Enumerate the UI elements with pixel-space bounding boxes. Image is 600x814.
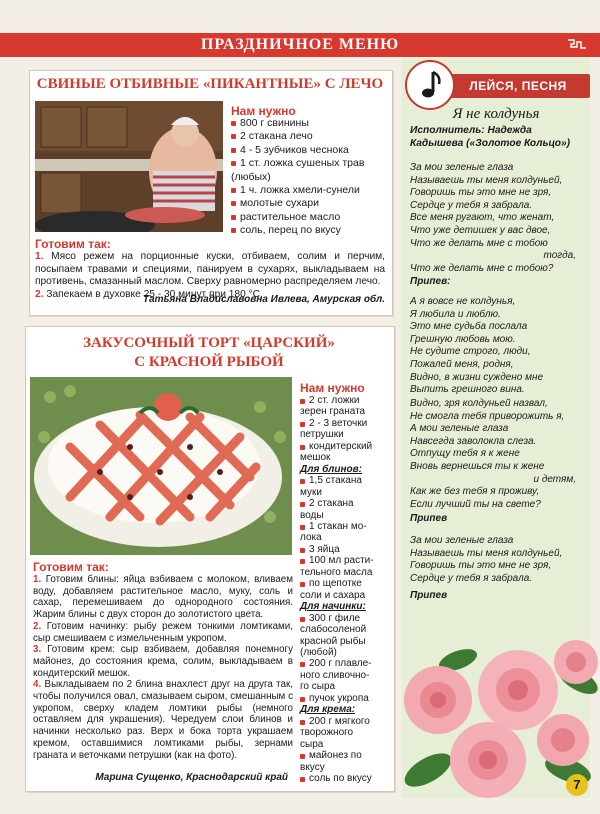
chorus-label: Припев: <box>410 276 451 287</box>
bullet-icon <box>231 228 236 233</box>
list-item: 1 ч. ложка хмели-сунели <box>231 184 386 197</box>
step: 2. Готовим начинку: рыбу режем тонкими ломтиками, сыр смешиваем с измельченным укропом. <box>33 620 293 644</box>
bullet-icon <box>300 399 305 404</box>
bullet-icon <box>300 525 305 530</box>
list-item: ного сливочно- <box>300 669 370 681</box>
list-item: зерен граната <box>300 406 366 418</box>
song-performer: Исполнитель: Надежда Кадышева («Золотое Кольцо») <box>410 125 571 149</box>
lyrics-verse-2: Видно, зря колдуньей назвал, Не смогла тебя приворожить я, А мои зеленые глаза Навсегда заволокла слеза. Отпущу тебя я к жене Вновь вернешься ты к жене и детям, Как же без тебя я проживу, Если лучший ты на свете? <box>410 398 576 510</box>
list-item: вкусу <box>300 761 325 773</box>
ingredients-list <box>231 117 386 238</box>
steps-heading: Готовим так: <box>33 560 109 574</box>
ornament-icon <box>566 38 588 52</box>
sidebar-title: ЛЕЙСЯ, ПЕСНЯ <box>469 79 567 93</box>
bullet-icon <box>231 215 236 220</box>
bullet-icon <box>300 720 305 725</box>
list-item: 2 стакана лечо <box>231 130 386 143</box>
bullet-icon <box>300 479 305 484</box>
list-item: петрушки <box>300 429 344 441</box>
step: 4. Выкладываем по 2 блина внахлест друг на друга так, чтобы получился овал, смазываем сыром, смешанным с укропом, сверху кладем ломтики рыбы (немного оставляем для украшения). Чередуем слои блинов и начинки несколько раз. Верх и бока торта украшаем кремом, оставшимися ломтиками рыбы, зернами граната и веточками петрушки (как на фото). <box>33 679 293 761</box>
bullet-icon <box>300 422 305 427</box>
bullet-icon <box>300 754 305 759</box>
list-item: 3 яйца <box>300 544 392 555</box>
bullet-icon <box>300 777 305 782</box>
list-subheading: Для блинов: <box>300 463 363 475</box>
recipe-title-fish-cake-line2: С КРАСНОЙ РЫБОЙ <box>134 354 284 370</box>
list-item: соль по вкусу <box>300 773 392 784</box>
list-item: тельного масла <box>300 566 373 578</box>
steps-heading: Готовим так: <box>35 237 111 251</box>
step: 1. Мясо режем на порционные куски, отбиваем, солим и перчим, посыпаем травами и специями, панируем в сухарях, выкладываем на противень, смазанный маслом. Сверху равномерно распределяем лечо. <box>35 251 385 288</box>
bullet-icon <box>231 188 236 193</box>
list-item: воды <box>300 509 324 521</box>
list-item: майонез по <box>300 750 392 761</box>
step: 3. Готовим крем: сыр взбиваем, добавляя понемногу майонез, до состояния крема, солим, выкладываем в кондитерский мешок. <box>33 644 293 679</box>
bullet-icon <box>300 697 305 702</box>
cake-photo <box>30 377 292 555</box>
bullet-icon <box>300 559 305 564</box>
list-item: по щепотке <box>300 578 392 589</box>
list-item: красной рыбы <box>300 635 366 647</box>
list-item: лока <box>300 532 322 544</box>
lyrics-verse-3: За мои зеленые глаза Называешь ты меня колдуньей, Говоришь ты это мне не зря, Сердце у тебя я забрала. <box>410 535 563 584</box>
list-item: молотые сухари <box>231 197 386 210</box>
song-title: Я не колдунья <box>452 106 540 122</box>
page-number: 7 <box>566 774 588 796</box>
list-item: пучок укропа <box>300 693 392 704</box>
list-item: 1,5 стакана <box>300 475 392 486</box>
ingredients-list <box>300 395 392 784</box>
list-subheading: Для начинки: <box>300 601 366 613</box>
bullet-icon <box>231 134 236 139</box>
list-item: 2 стакана <box>300 498 392 509</box>
recipe-author: Марина Сущенко, Краснодарский край <box>95 772 288 783</box>
list-item: 100 мл расти- <box>300 555 392 566</box>
recipe-steps <box>33 574 293 761</box>
refrain-label: Припев <box>410 590 448 601</box>
list-item: 300 г филе <box>300 613 392 624</box>
list-item: (любой) <box>300 646 337 658</box>
bullet-icon <box>300 445 305 450</box>
recipe-author: Татьяна Владиславовна Ивлева, Амурская обл. <box>142 294 385 305</box>
list-item: 1 ст. ложка сушеных трав <box>231 157 386 170</box>
refrain-label: Припев <box>410 513 448 524</box>
recipe-title-fish-cake-line1: ЗАКУСОЧНЫЙ ТОРТ «ЦАРСКИЙ» <box>83 335 335 351</box>
list-item: го сыра <box>300 681 336 693</box>
bullet-icon <box>300 662 305 667</box>
bullet-icon <box>300 617 305 622</box>
ingredients-heading: Нам нужно <box>231 104 296 118</box>
list-item: растительное масло <box>231 211 386 224</box>
list-item: муки <box>300 486 322 498</box>
bullet-icon <box>231 148 236 153</box>
bullet-icon <box>300 548 305 553</box>
section-title: ПРАЗДНИЧНОЕ МЕНЮ <box>200 36 400 53</box>
list-item: 1 стакан мо- <box>300 521 392 532</box>
recipe-title-pork-chops: СВИНЫЕ ОТБИВНЫЕ «ПИКАНТНЫЕ» С ЛЕЧО <box>36 76 384 92</box>
list-item: 2 - 3 веточки <box>300 418 392 429</box>
lyrics-verse-1: За мои зеленые глаза Называешь ты меня колдуньей, Говоришь ты это мне не зря, Сердце у тебя я забрала. Все меня ругают, что женат, Что уже детишек у вас двое, Что же делать мне с тобою тогда, Что же делать мне с тобою? <box>410 162 576 274</box>
list-item: мешок <box>300 452 331 464</box>
step: 1. Готовим блины: яйца взбиваем с молоком, вливаем воду, добавляем растительное масло, муку, соль и сахар, перемешиваем до однородного состояния. Жарим блины с двух сторон до золотистого цвета. <box>33 574 293 621</box>
step: 2. Запекаем в духовке 25 - 30 минут при 180 °С. <box>35 288 263 300</box>
list-item: соли и сахара <box>300 589 366 601</box>
lyrics-chorus: А я вовсе не колдунья, Я любила и люблю. Это мне судьба послала Грешную любовь мою. Не судите строго, люди, Пожалей меня, родня, Видно, в жизни сужденo мне Выпить грешного вина. <box>410 296 544 396</box>
bullet-icon <box>300 502 305 507</box>
list-subheading: Для крема: <box>300 704 356 716</box>
list-item: 2 ст. ложки <box>300 395 392 406</box>
list-item: (любых) <box>231 170 271 183</box>
bullet-icon <box>231 121 236 126</box>
list-item: 200 г плавле- <box>300 658 392 669</box>
list-item: 4 - 5 зубчиков чеснока <box>231 144 386 157</box>
list-item: творожного <box>300 727 354 739</box>
list-item: слабосоленой <box>300 624 367 636</box>
bullet-icon <box>231 201 236 206</box>
cook-photo <box>35 101 223 232</box>
list-item: 800 г свинины <box>231 117 386 130</box>
ingredients-heading: Нам нужно <box>300 381 365 395</box>
list-item: кондитерский <box>300 441 392 452</box>
list-item: 200 г мягкого <box>300 716 392 727</box>
bullet-icon <box>231 161 236 166</box>
list-item: соль, перец по вкусу <box>231 224 386 237</box>
bullet-icon <box>300 582 305 587</box>
list-item: сыра <box>300 738 324 750</box>
